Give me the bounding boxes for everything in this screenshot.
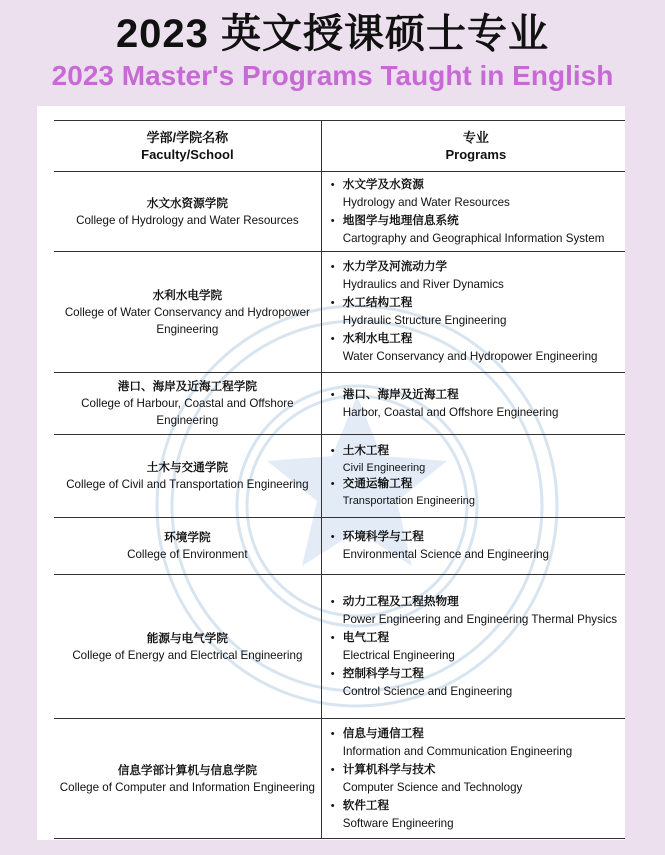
column-header-faculty	[54, 121, 321, 172]
program-name-cn: • 水文学及水资源	[342, 177, 424, 191]
programs-cell	[321, 252, 625, 373]
program-name-en: Cartography and Geographical Information System	[342, 231, 605, 245]
table-header-row	[54, 121, 625, 172]
programs-cell	[321, 373, 625, 435]
programs-cell	[321, 518, 625, 575]
table-row	[54, 172, 625, 252]
page-title-cn: 2023 英文授课硕士专业	[115, 12, 550, 56]
program-name-cn: • 水利水电工程	[342, 332, 413, 345]
faculty-cell	[54, 252, 321, 373]
program-item	[330, 258, 625, 294]
programs-card	[37, 106, 625, 840]
program-name-cn: • 水工结构工程	[342, 296, 413, 309]
program-item	[330, 294, 625, 330]
program-name-en: Computer Science and Technology	[342, 780, 523, 794]
program-name-cn: • 计算机科学与技术	[342, 762, 436, 776]
program-name-cn: • 地图学与地理信息系统	[342, 213, 459, 227]
column-header-cn: 学部/学院名称	[146, 130, 229, 145]
program-item	[330, 212, 625, 248]
faculty-cell	[54, 172, 321, 252]
program-item	[330, 797, 625, 833]
program-name-en: Hydraulic Structure Engineering	[342, 314, 507, 327]
faculty-name-en: College of Energy and Electrical Engineering	[72, 648, 303, 662]
programs-cell	[321, 719, 625, 839]
program-name-cn: • 环境科学与工程	[342, 530, 424, 543]
program-name-cn: • 电气工程	[342, 630, 390, 644]
table-row	[54, 252, 625, 373]
faculty-cell	[54, 373, 321, 435]
column-header-en: Faculty/School	[141, 147, 234, 162]
table-row	[54, 373, 625, 435]
faculty-name-en: College of Harbour, Coastal and Offshore Engineering	[81, 397, 294, 427]
faculty-name-cn: 水利水电学院	[152, 288, 223, 302]
program-name-en: Environmental Science and Engineering	[342, 548, 549, 561]
program-name-cn: • 动力工程及工程热物理	[342, 594, 459, 608]
faculty-cell	[54, 435, 321, 518]
column-header-en: Programs	[445, 147, 507, 162]
table-row	[54, 575, 625, 719]
table-row	[54, 435, 625, 518]
program-name-en: Control Science and Engineering	[342, 684, 513, 698]
table-row	[54, 518, 625, 575]
program-name-cn: • 控制科学与工程	[342, 666, 424, 680]
faculty-name-en: College of Water Conservancy and Hydropower Engineering	[64, 305, 310, 336]
faculty-name-cn: 能源与电气学院	[146, 631, 228, 645]
program-item	[330, 443, 625, 476]
faculty-name-cn: 土木与交通学院	[146, 461, 228, 474]
program-item	[330, 528, 625, 564]
program-item	[330, 761, 625, 797]
programs-table	[54, 120, 625, 839]
programs-cell	[321, 435, 625, 518]
program-name-cn: • 软件工程	[342, 798, 390, 812]
faculty-name-cn: 环境学院	[164, 531, 211, 544]
faculty-name-en: College of Civil and Transportation Engineering	[66, 478, 309, 491]
faculty-name-en: College of Computer and Information Engineering	[59, 780, 315, 794]
page-title-en: 2023 Master's Programs Taught in English	[51, 60, 614, 91]
program-item	[330, 725, 625, 761]
program-item	[330, 593, 625, 629]
faculty-cell	[54, 518, 321, 575]
table-row	[54, 719, 625, 839]
faculty-name-en: College of Hydrology and Water Resources	[76, 213, 299, 227]
faculty-cell	[54, 575, 321, 719]
program-name-cn: • 信息与通信工程	[342, 726, 424, 740]
program-name-en: Transportation Engineering	[342, 494, 476, 507]
program-name-en: Information and Communication Engineering	[342, 744, 573, 758]
program-item	[330, 176, 625, 212]
program-item	[330, 330, 625, 366]
column-header-cn: 专业	[462, 130, 489, 145]
program-item	[330, 665, 625, 701]
program-name-en: Hydraulics and River Dynamics	[342, 278, 504, 291]
faculty-name-cn: 水文水资源学院	[146, 196, 228, 210]
program-item	[330, 629, 625, 665]
program-name-en: Electrical Engineering	[342, 648, 455, 662]
program-name-en: Harbor, Coastal and Offshore Engineering	[342, 405, 559, 419]
program-item	[330, 476, 625, 509]
column-header-programs	[321, 121, 625, 172]
faculty-cell	[54, 719, 321, 839]
programs-cell	[321, 575, 625, 719]
programs-cell	[321, 172, 625, 252]
faculty-name-en: College of Environment	[127, 548, 248, 561]
faculty-name-cn: 信息学部计算机与信息学院	[117, 763, 257, 777]
program-name-cn: • 港口、海岸及近海工程	[342, 387, 459, 401]
program-name-en: Software Engineering	[342, 816, 454, 830]
program-name-en: Hydrology and Water Resources	[342, 195, 510, 209]
program-item	[330, 386, 625, 422]
program-name-cn: • 水力学及河流动力学	[342, 260, 448, 273]
program-name-en: Civil Engineering	[342, 461, 426, 474]
program-name-en: Water Conservancy and Hydropower Engineering	[342, 350, 598, 363]
program-name-cn: • 土木工程	[342, 444, 390, 457]
program-name-cn: • 交通运输工程	[342, 477, 413, 490]
faculty-name-cn: 港口、海岸及近海工程学院	[117, 380, 257, 393]
program-name-en: Power Engineering and Engineering Thermal Physics	[342, 612, 618, 626]
